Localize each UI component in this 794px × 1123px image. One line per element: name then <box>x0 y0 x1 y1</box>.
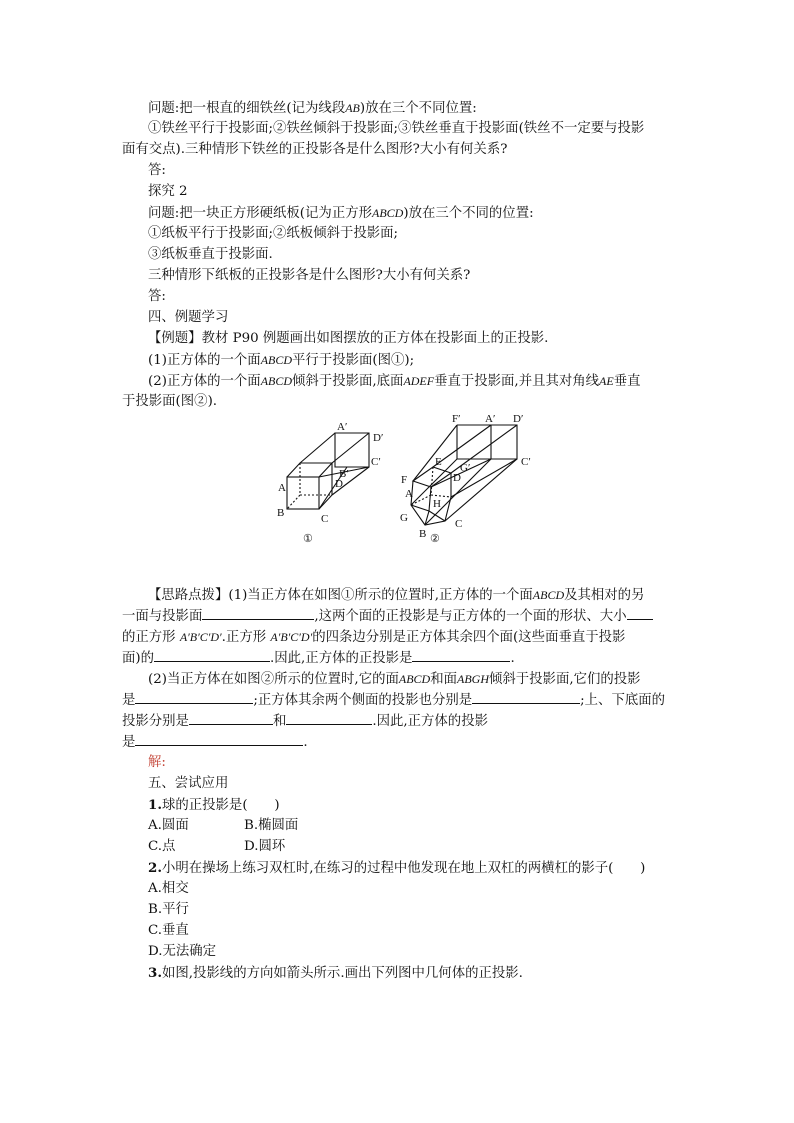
fig1-label-Ap: A′ <box>337 421 348 433</box>
question-1: 问题:把一根直的细铁丝(记为线段AB)放在三个不同位置: <box>148 101 477 116</box>
fig2-label-Dp: D′ <box>513 415 524 425</box>
blank-6[interactable] <box>472 690 580 704</box>
fig2-label-Fp: F′ <box>452 415 461 425</box>
example-part-2-cont: 于投影面(图②). <box>122 394 218 409</box>
figure-1 <box>277 421 383 545</box>
q3-stem: 3.如图,投影线的方向如箭头所示.画出下列图中几何体的正投影. <box>148 965 523 981</box>
q1-option-C: C.点 <box>148 839 176 854</box>
q2-option-B: B.平行 <box>148 902 189 917</box>
cube-projection-figures <box>255 415 555 550</box>
fig2-caption: ② <box>430 533 440 545</box>
fig1-projection-line <box>300 433 335 463</box>
hint-line-2: 一面与投影面 ,这两个面的正投影是与正方体的一个面的形状、大小 <box>122 606 653 627</box>
q1-option-B: B.椭圆面 <box>244 818 299 833</box>
fig2-label-C: C <box>455 518 463 530</box>
blank-8[interactable] <box>286 711 372 725</box>
section-5-heading: 五、尝试应用 <box>148 776 229 791</box>
hint-line-4: 面)的 .因此,正方体的正投影是 . <box>122 648 515 669</box>
q2-option-C: C.垂直 <box>148 923 189 938</box>
answer-2: 答: <box>148 289 166 304</box>
fig2-projection-rect <box>457 425 517 459</box>
explore-2-heading: 探究 2 <box>148 184 188 199</box>
fig2-label-Gp: G′ <box>460 462 471 474</box>
wire-question: 面有交点).三种情形下铁丝的正投影各是什么图形?大小有何关系? <box>122 142 508 157</box>
blank-3[interactable] <box>154 648 270 662</box>
answer-1: 答: <box>148 163 166 178</box>
example-statement: 【例题】教材 P90 例题画出如图摆放的正方体在投影面上的正投影. <box>148 331 549 346</box>
hint-line-8: 是 . <box>122 732 308 753</box>
fig1-caption: ① <box>303 533 313 545</box>
hint-line-6: 是 ;正方体其余两个侧面的投影也分别是 ;上、下底面的 <box>122 690 665 711</box>
fig2-label-Cp: C′ <box>521 456 531 468</box>
fig1-top-face <box>287 463 332 477</box>
fig1-label-C: C <box>321 513 329 525</box>
fig1-label-D: D <box>335 478 343 490</box>
example-part-1: (1)正方体的一个面ABCD平行于投影面(图①); <box>148 353 415 368</box>
fig2-label-F: F <box>401 474 408 486</box>
q2-stem: 2.小明在操场上练习双杠时,在练习的过程中他发现在地上双杠的两横杠的影子( ) <box>148 860 646 876</box>
hint-line-1: 【思路点拨】(1)当正方体在如图①所示的位置时,正方体的一个面ABCD及其相对的另 <box>148 588 645 603</box>
blank-1[interactable] <box>202 606 314 620</box>
fig1-label-B: B <box>277 507 285 519</box>
fig2-label-D: D <box>453 472 461 484</box>
q1-option-D: D.圆环 <box>244 839 286 854</box>
q2-option-A: A.相交 <box>148 881 189 896</box>
fig2-label-E: E <box>435 456 442 468</box>
board-positions-1: ①纸板平行于投影面;②纸板倾斜于投影面; <box>148 226 399 241</box>
q1-stem: 1.球的正投影是( ) <box>148 797 280 813</box>
fig1-label-Dp: D′ <box>373 432 384 444</box>
solution-label: 解: <box>148 755 166 770</box>
fig1-label-Cp: C′ <box>371 456 381 468</box>
fig2-label-Ap: A′ <box>485 415 496 425</box>
board-question: 三种情形下纸板的正投影各是什么图形?大小有何关系? <box>148 268 471 283</box>
blank-7[interactable] <box>189 711 273 725</box>
section-4-heading: 四、例题学习 <box>148 310 229 325</box>
fig2-label-A: A <box>405 488 413 500</box>
blank-9[interactable] <box>135 732 303 746</box>
board-positions-2: ③纸板垂直于投影面. <box>148 247 273 262</box>
fig1-label-Bp: B′ <box>339 468 349 480</box>
blank-5[interactable] <box>135 690 253 704</box>
blank-2[interactable] <box>627 606 653 620</box>
wire-positions: ①铁丝平行于投影面;②铁丝倾斜于投影面;③铁丝垂直于投影面(铁丝不一定要与投影 <box>148 121 645 136</box>
fig1-projection-square <box>335 433 369 467</box>
fig2-label-G: G <box>400 512 408 524</box>
blank-4[interactable] <box>412 648 510 662</box>
fig2-label-B: B <box>419 528 427 540</box>
hint-line-5: (2)当正方体在如图②所示的位置时,它的面ABCD和面ABGH倾斜于投影面,它们的投影 <box>148 672 641 687</box>
square-label: ABCD <box>372 206 404 220</box>
q1-option-A: A.圆面 <box>148 818 189 833</box>
q2-option-D: D.无法确定 <box>148 944 217 959</box>
hint-line-3: 的正方形 A′B′C′D′.正方形 A′B′C′D′的四条边分别是正方体其余四个面(这些面垂直于投影 <box>122 630 626 645</box>
hint-line-7: 投影分别是 和 .因此,正方体的投影 <box>122 711 488 732</box>
question-2: 问题:把一块正方形硬纸板(记为正方形ABCD)放在三个不同的位置: <box>148 206 534 221</box>
segment-label: AB <box>345 101 360 115</box>
example-part-2: (2)正方体的一个面ABCD倾斜于投影面,底面ADEF垂直于投影面,并且其对角线AE垂直 <box>148 374 641 389</box>
fig1-label-A: A <box>278 482 286 494</box>
figure-2 <box>400 415 531 545</box>
fig2-label-H: H <box>433 498 441 510</box>
